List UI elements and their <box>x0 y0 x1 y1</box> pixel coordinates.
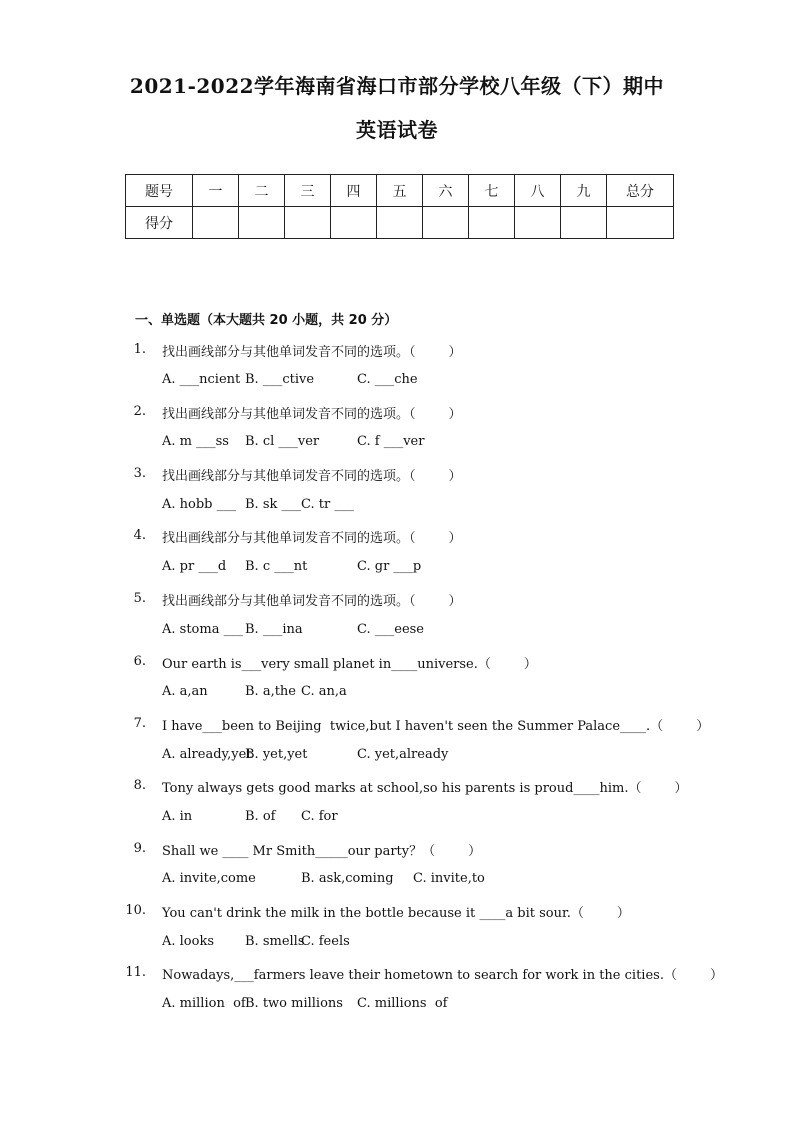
question-number: 3. <box>133 466 146 481</box>
question-stem: Tony always gets good marks at school,so his parents is proud____him.（ ） <box>162 781 688 796</box>
option-a: A. m ___ss <box>162 434 229 449</box>
question-stem: 找出画线部分与其他单词发音不同的选项。（ ） <box>162 531 462 546</box>
option-a: A. million of <box>162 996 246 1011</box>
question-stem: I have___been to Beijing twice,but I haven't seen the Summer Palace____.（ ） <box>162 719 710 734</box>
option-a: A. a,an <box>162 684 208 699</box>
score-header-cell: 二 <box>239 175 285 207</box>
question-stem: 找出画线部分与其他单词发音不同的选项。（ ） <box>162 469 462 484</box>
option-a: A. in <box>162 809 193 824</box>
option-c: C. gr ___p <box>357 559 422 574</box>
question-number: 8. <box>133 778 146 793</box>
score-input-cell <box>469 207 515 239</box>
option-b: B. of <box>245 809 276 824</box>
question-number: 1. <box>133 342 146 357</box>
option-c: C. ___che <box>357 372 418 387</box>
score-header-cell: 总分 <box>607 175 674 207</box>
score-input-cell <box>377 207 423 239</box>
score-header-cell: 一 <box>193 175 239 207</box>
option-b: B. c ___nt <box>245 559 308 574</box>
option-b: B. yet,yet <box>245 747 308 762</box>
option-a: A. invite,come <box>162 871 256 886</box>
option-a: A. hobb ___ <box>162 497 237 512</box>
question-number: 10. <box>125 903 146 918</box>
score-table-score-row <box>126 207 674 239</box>
score-header-cell: 四 <box>331 175 377 207</box>
score-header-cell: 六 <box>423 175 469 207</box>
question-stem: 找出画线部分与其他单词发音不同的选项。（ ） <box>162 345 462 360</box>
score-input-cell <box>423 207 469 239</box>
option-b: B. sk ___ <box>245 497 301 512</box>
option-b: B. smells <box>245 934 305 949</box>
score-row-label: 得分 <box>126 207 193 239</box>
question-number: 6. <box>133 654 146 669</box>
score-input-cell <box>561 207 607 239</box>
question-number: 4. <box>133 528 146 543</box>
option-c: C. feels <box>301 934 350 949</box>
option-c: C. millions of <box>357 996 448 1011</box>
score-header-cell: 七 <box>469 175 515 207</box>
question-stem: You can't drink the milk in the bottle because it ____a bit sour.（ ） <box>162 906 630 921</box>
option-a: A. already,yet <box>162 747 252 762</box>
exam-title-line2: 英语试卷 <box>356 118 438 142</box>
score-header-cell: 九 <box>561 175 607 207</box>
question-stem: 找出画线部分与其他单词发音不同的选项。（ ） <box>162 407 462 422</box>
score-input-cell <box>515 207 561 239</box>
score-table <box>125 174 674 239</box>
score-header-cell: 五 <box>377 175 423 207</box>
option-b: B. ___ina <box>245 622 303 637</box>
score-input-cell <box>193 207 239 239</box>
question-number: 5. <box>133 591 146 606</box>
option-c: C. for <box>301 809 338 824</box>
question-number: 2. <box>133 404 146 419</box>
option-c: C. tr ___ <box>301 497 354 512</box>
option-c: C. invite,to <box>413 871 485 886</box>
score-header-cell: 八 <box>515 175 561 207</box>
option-b: B. cl ___ver <box>245 434 320 449</box>
question-stem: 找出画线部分与其他单词发音不同的选项。（ ） <box>162 594 462 609</box>
option-b: B. two millions <box>245 996 343 1011</box>
option-c: C. ___eese <box>357 622 424 637</box>
score-input-cell <box>607 207 674 239</box>
question-number: 11. <box>125 965 146 980</box>
option-b: B. ask,coming <box>301 871 394 886</box>
option-b: B. ___ctive <box>245 372 315 387</box>
option-a: A. stoma ___ <box>162 622 244 637</box>
option-a: A. ___ncient <box>162 372 241 387</box>
option-b: B. a,the <box>245 684 296 699</box>
option-a: A. pr ___d <box>162 559 227 574</box>
option-c: C. an,a <box>301 684 347 699</box>
section-heading: 一、单选题（本大题共 20 小题，共 20 分） <box>135 313 398 328</box>
score-input-cell <box>331 207 377 239</box>
option-c: C. yet,already <box>357 747 449 762</box>
score-table-header-row <box>126 175 674 207</box>
score-input-cell <box>239 207 285 239</box>
question-number: 7. <box>133 716 146 731</box>
question-stem: Nowadays,___farmers leave their hometown to search for work in the cities.（ ） <box>162 968 724 983</box>
exam-title-line1: 2021-2022学年海南省海口市部分学校八年级（下）期中 <box>129 74 665 98</box>
option-c: C. f ___ver <box>357 434 425 449</box>
question-stem: Shall we ____ Mr Smith_____our party？（ ） <box>162 844 482 859</box>
question-number: 9. <box>133 841 146 856</box>
score-header-cell: 题号 <box>126 175 193 207</box>
score-input-cell <box>285 207 331 239</box>
option-a: A. looks <box>162 934 215 949</box>
score-header-cell: 三 <box>285 175 331 207</box>
question-stem: Our earth is___very small planet in____universe.（ ） <box>162 657 537 672</box>
